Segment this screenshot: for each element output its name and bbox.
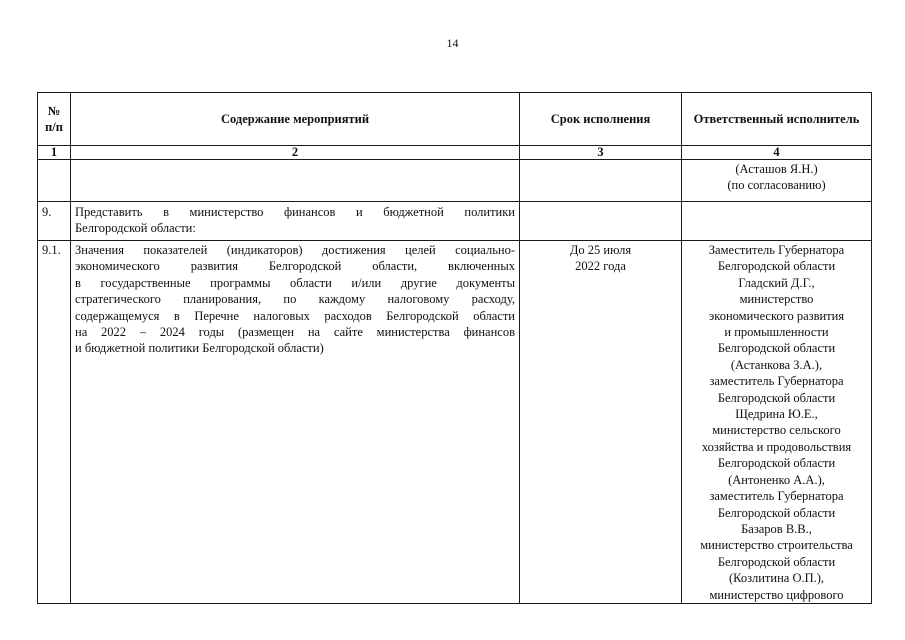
header-responsible: Ответственный исполнитель	[682, 93, 872, 146]
text-line: и промышленности	[724, 325, 829, 340]
text-line: министерство строительства	[700, 538, 853, 553]
cell-num: 9.1.	[38, 241, 71, 604]
text-line: Значения показателей (индикаторов) достижения целей социально-	[75, 243, 515, 257]
cell-content	[71, 202, 520, 241]
column-number: 4	[682, 146, 872, 160]
text-line: экономического развития Белгородской области, включенных	[75, 259, 515, 274]
cell-responsible	[682, 160, 872, 202]
text-line: Заместитель Губернатора	[708, 243, 845, 257]
text-line: (Антоненко А.А.),	[728, 472, 825, 487]
column-number: 2	[71, 146, 520, 160]
text-line: Щедрина Ю.Е.,	[735, 407, 818, 422]
column-number: 3	[520, 146, 682, 160]
cell-num: 9.	[38, 202, 71, 241]
cell-num	[38, 160, 71, 202]
text-line: в государственные программы области и/или другие документы	[75, 275, 515, 290]
text-line: экономического развития	[708, 308, 845, 323]
cell-content	[71, 241, 520, 604]
text-line: Белгородской области:	[75, 221, 196, 236]
table-row-9-1	[38, 241, 872, 604]
text-line: До 25 июля	[569, 243, 632, 257]
text-line: заместитель Губернатора	[709, 489, 844, 504]
text-line: Представить в министерство финансов и бюджетной политики	[75, 205, 515, 219]
text-line: (Астанкова З.А.),	[730, 357, 823, 372]
text-line: министерство цифрового	[709, 587, 844, 602]
text-line: хозяйства и продовольствия	[701, 439, 852, 454]
text-line: заместитель Губернатора	[709, 374, 844, 389]
text-line: стратегического планирования, по каждому налоговому расходу,	[75, 292, 515, 307]
table-row-continuation	[38, 160, 872, 202]
text-line: министерство сельского	[712, 423, 841, 438]
text-line: Белгородской области	[717, 390, 836, 405]
text-line: Белгородской области	[717, 456, 836, 471]
measures-table	[37, 92, 872, 604]
text-line: Гладский Д.Г.,	[738, 275, 815, 290]
text-line: (Асташов Я.Н.)	[735, 162, 818, 176]
column-number: 1	[38, 146, 71, 160]
cell-responsible	[682, 241, 872, 604]
table-row-9	[38, 202, 872, 241]
text-line: Белгородской области	[717, 554, 836, 569]
text-line: (Козлитина О.П.),	[728, 571, 825, 586]
cell-deadline	[520, 160, 682, 202]
text-line: Белгородской области	[717, 259, 836, 274]
text-line: содержащемуся в Перечне налоговых расходов Белгородской области	[75, 308, 515, 323]
table-header-row	[38, 93, 872, 146]
cell-responsible	[682, 202, 872, 241]
header-deadline: Срок исполнения	[520, 93, 682, 146]
text-line: министерство	[739, 292, 814, 307]
text-line: на 2022 – 2024 годы (размещен на сайте министерства финансов	[75, 325, 515, 340]
header-num: № п/п	[38, 93, 71, 146]
text-line: Белгородской области	[717, 505, 836, 520]
header-content: Содержание мероприятий	[71, 93, 520, 146]
text-line: и бюджетной политики Белгородской области)	[75, 341, 324, 356]
text-line: (по согласованию)	[727, 178, 826, 193]
cell-deadline	[520, 241, 682, 604]
cell-deadline	[520, 202, 682, 241]
text-line: Белгородской области	[717, 341, 836, 356]
column-numbers-row	[38, 146, 872, 160]
text-line: 2022 года	[575, 259, 626, 274]
text-line: Базаров В.В.,	[741, 521, 812, 536]
page-number: 14	[446, 36, 459, 50]
cell-content	[71, 160, 520, 202]
